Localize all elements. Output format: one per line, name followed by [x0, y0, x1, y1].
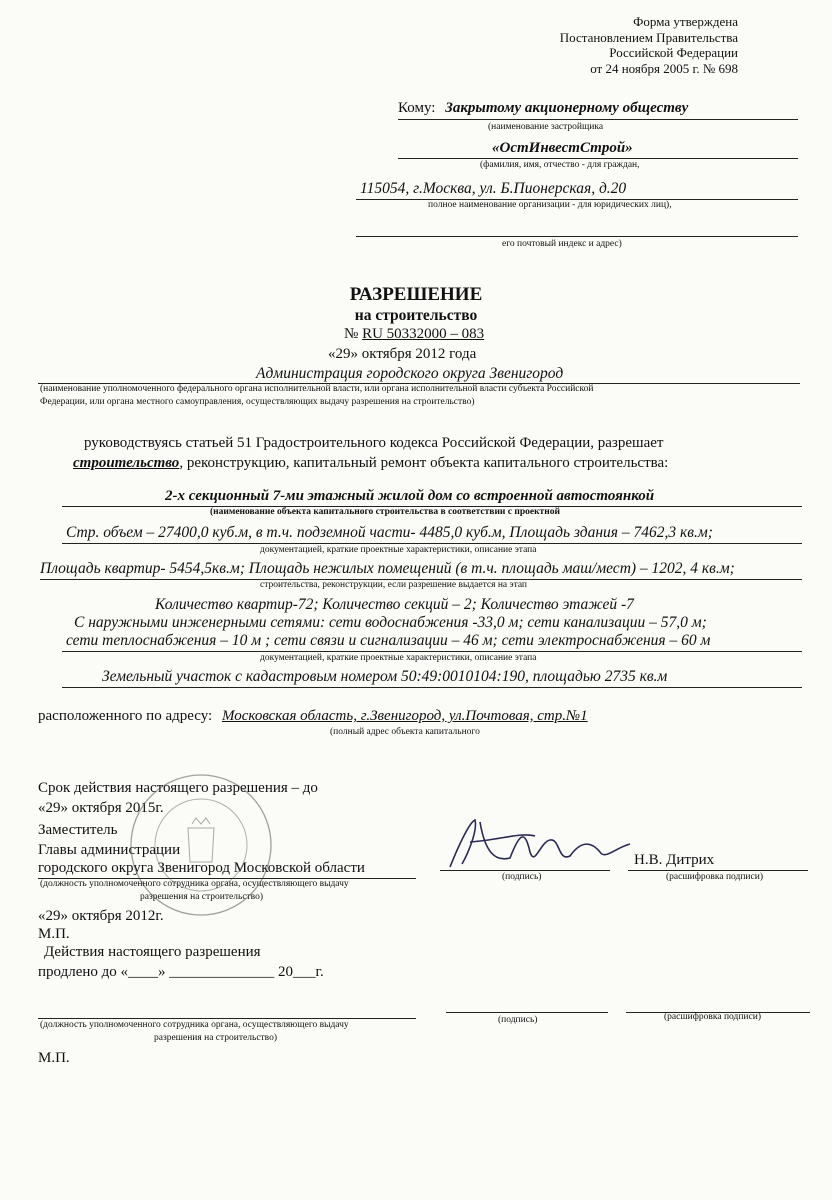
recipient-name: «ОстИнвестСтрой» — [492, 140, 633, 156]
caption: (расшифровка подписи) — [664, 1012, 761, 1022]
permit-type-selected: строительство — [73, 455, 180, 471]
caption: (фамилия, имя, отчество - для граждан, — [480, 160, 640, 170]
document-title: РАЗРЕШЕНИЕ — [349, 284, 483, 305]
number-prefix: № — [344, 326, 359, 342]
signed-date: «29» октября 2012г. — [38, 908, 164, 924]
position-line: Заместитель — [38, 822, 118, 838]
permit-date: «29» октября 2012 года — [328, 346, 477, 362]
object-name: 2-х секционный 7-ми этажный жилой дом со встроенной автостоянкой — [165, 488, 655, 504]
position-line: Главы администрации — [38, 842, 181, 858]
validity-text: Срок действия настоящего разрешения – до — [38, 780, 318, 796]
approval-line: от 24 ноября 2005 г. № 698 — [590, 60, 738, 76]
caption: (расшифровка подписи) — [666, 872, 763, 882]
document-subtitle: на строительство — [354, 307, 478, 324]
issuing-authority: Администрация городского округа Звенигород — [256, 365, 564, 382]
underline — [62, 543, 802, 544]
address-row — [38, 708, 588, 725]
caption: (должность уполномоченного сотрудника органа, осуществляющего выдачу — [40, 1020, 349, 1030]
approval-line: Форма утверждена — [633, 14, 738, 29]
caption: строительства, реконструкции, если разрешение выдается на этап — [260, 580, 528, 590]
permit-text-rest: , реконструкцию, капитальный ремонт объекта капитального строительства: — [179, 455, 669, 471]
caption: его почтовый индекс и адрес) — [502, 239, 622, 249]
object-spec: Количество квартир-72; Количество секций – 2; Количество этажей -7 — [155, 596, 634, 613]
object-spec: Стр. объем – 27400,0 куб.м, в т.ч. подземной части- 4485,0 куб.м, Площадь здания – 7462,3 кв.м; — [66, 524, 713, 541]
underline — [62, 687, 802, 688]
underline — [38, 1018, 416, 1019]
underline — [440, 870, 610, 871]
address-value: Московская область, г.Звенигород, ул.Почтовая, стр.№1 — [221, 708, 588, 724]
object-spec: С наружными инженерными сетями: сети водоснабжения -33,0 м; сети канализации – 57,0 м; — [74, 614, 707, 631]
recipient-row — [398, 100, 688, 117]
underline — [398, 158, 798, 159]
signature-mark — [440, 812, 640, 872]
stamp-place: М.П. — [38, 926, 70, 942]
caption: (наименование объекта капитального строительства в соответствии с проектной — [210, 507, 560, 517]
address-label: расположенного по адресу: — [38, 708, 213, 724]
permit-text — [73, 455, 668, 472]
permit-number — [344, 326, 484, 343]
number-value: RU 50332000 – 083 — [362, 326, 485, 342]
caption: документацией, краткие проектные характеристики, описание этапа — [260, 653, 537, 663]
approval-line: Постановлением Правительства — [559, 29, 738, 45]
caption: документацией, краткие проектные характеристики, описание этапа — [260, 545, 537, 555]
object-spec: Площадь квартир- 5454,5кв.м; Площадь нежилых помещений (в т.ч. площадь маш/мест) – 1202, 4 кв.м; — [40, 560, 735, 577]
caption: (должность уполномоченного сотрудника органа, осуществляющего выдачу — [40, 879, 349, 889]
caption: Федерации, или органа местного самоуправления, осуществляющих выдачу разрешения на строительство) — [40, 397, 475, 407]
caption: разрешения на строительство) — [154, 1033, 278, 1043]
to-value: Закрытому акционерному обществу — [445, 100, 689, 116]
extension-text: Действия настоящего разрешения — [44, 944, 261, 960]
signer-name: Н.В. Дитрих — [634, 852, 715, 868]
caption: (наименование застройщика — [488, 122, 604, 132]
underline — [628, 870, 808, 871]
stamp-place: М.П. — [38, 1050, 70, 1066]
underline — [398, 119, 798, 120]
caption: разрешения на строительство) — [140, 892, 264, 902]
caption: (полный адрес объекта капитального — [330, 727, 480, 737]
to-label: Кому: — [398, 100, 436, 116]
position-line: городского округа Звенигород Московской области — [38, 860, 365, 876]
caption: (подпись) — [502, 872, 542, 882]
approval-block — [560, 14, 738, 76]
approval-line: Российской Федерации — [609, 45, 738, 60]
validity-date: «29» октября 2015г. — [38, 800, 164, 816]
object-spec: сети теплоснабжения – 10 м ; сети связи и сигнализации – 46 м; сети электроснабжения – 60 м — [66, 632, 711, 649]
underline — [446, 1012, 608, 1013]
extension-date: продлено до «____» ______________ 20___г. — [38, 964, 324, 980]
permit-text: руководствуясь статьей 51 Градостроительного кодекса Российской Федерации, разрешает — [84, 435, 664, 451]
underline — [356, 236, 798, 237]
official-seal — [126, 770, 276, 920]
caption: (наименование уполномоченного федерального органа исполнительной власти, или органа исполнительной власти субъекта Российской — [40, 384, 594, 394]
recipient-address: 115054, г.Москва, ул. Б.Пионерская, д.20 — [360, 180, 627, 197]
caption: (подпись) — [498, 1015, 538, 1025]
underline — [62, 651, 802, 652]
object-spec: Земельный участок с кадастровым номером 50:49:0010104:190, площадью 2735 кв.м — [102, 668, 668, 685]
caption: полное наименование организации - для юридических лиц), — [428, 200, 672, 210]
